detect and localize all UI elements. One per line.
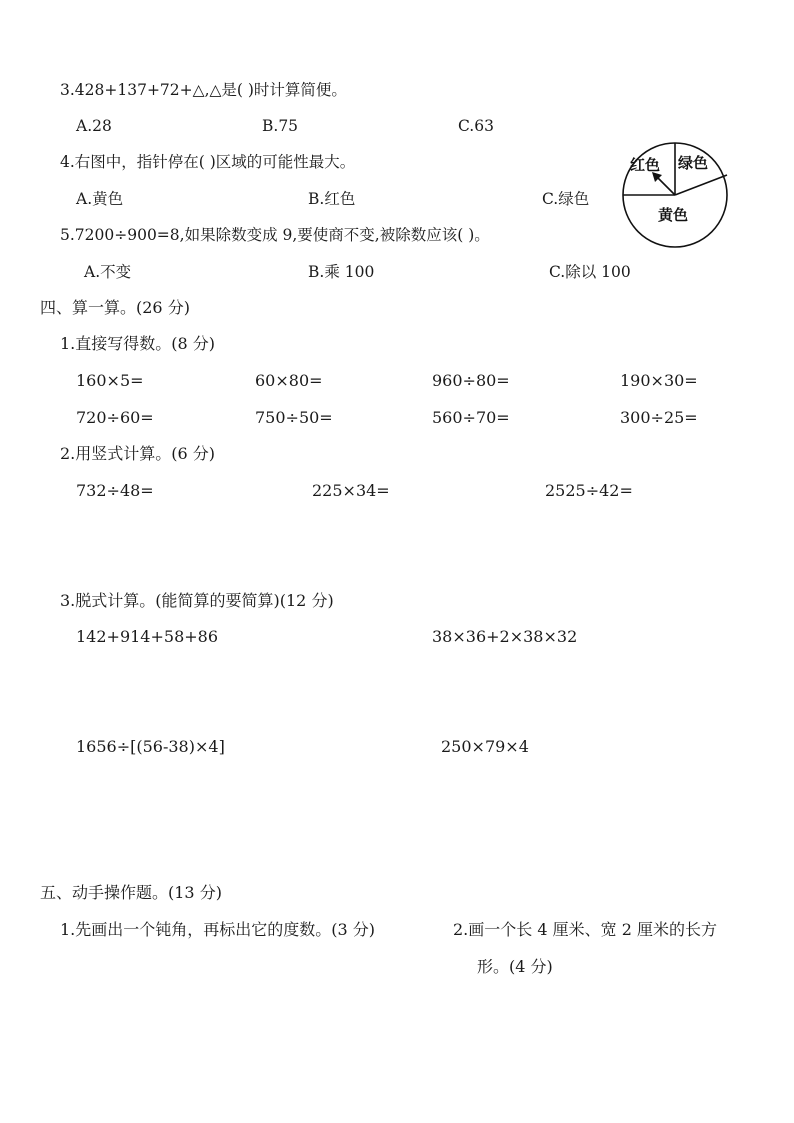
q4-stem: 4.右图中，指针停在( )区域的可能性最大。 — [60, 153, 356, 171]
spinner-diagram — [620, 140, 730, 250]
q3-option-a: A.28 — [76, 117, 112, 135]
spinner-region-yellow: 黄色 — [658, 206, 689, 224]
oral-item: 160×5= — [76, 371, 144, 390]
section5-q1: 1.先画出一个钝角，再标出它的度数。(3 分) — [60, 920, 376, 939]
oral-item: 190×30= — [620, 371, 698, 390]
q5-stem: 5.7200÷900=8,如果除数变成 9,要使商不变,被除数应该( )。 — [60, 226, 490, 244]
q5-option-c: C.除以 100 — [549, 263, 631, 281]
vertical-calc-item: 2525÷42= — [545, 481, 633, 500]
stepwise-calc-item: 250×79×4 — [441, 737, 529, 756]
oral-item: 300÷25= — [620, 408, 698, 427]
stepwise-calc-item: 142+914+58+86 — [76, 627, 219, 646]
q4-option-a: A.黄色 — [76, 190, 124, 208]
spinner-region-red: 红色 — [630, 156, 661, 174]
section4-sub1-title: 1.直接写得数。(8 分) — [60, 334, 216, 353]
q5-option-a: A.不变 — [84, 263, 132, 281]
vertical-calc-item: 732÷48= — [76, 481, 154, 500]
section5-q2-line2: 形。(4 分) — [477, 957, 553, 976]
q4-option-c: C.绿色 — [542, 190, 590, 208]
stepwise-calc-item: 1656÷[(56-38)×4] — [76, 737, 225, 756]
vertical-calc-item: 225×34= — [312, 481, 390, 500]
q3-option-c: C.63 — [458, 117, 494, 135]
stepwise-calc-item: 38×36+2×38×32 — [432, 627, 578, 646]
q3-option-b: B.75 — [262, 117, 299, 135]
q4-option-b: B.红色 — [308, 190, 356, 208]
spinner-region-green: 绿色 — [678, 154, 709, 172]
q3-stem: 3.428+137+72+△,△是( )时计算简便。 — [60, 81, 347, 99]
section5-q2-line1: 2.画一个长 4 厘米、宽 2 厘米的长方 — [453, 920, 717, 939]
oral-item: 960÷80= — [432, 371, 510, 390]
section4-sub2-title: 2.用竖式计算。(6 分) — [60, 444, 216, 463]
oral-item: 720÷60= — [76, 408, 154, 427]
section4-title: 四、算一算。(26 分) — [40, 298, 190, 317]
oral-item: 60×80= — [255, 371, 323, 390]
q5-option-b: B.乘 100 — [308, 263, 375, 281]
section4-sub3-title: 3.脱式计算。(能简算的要简算)(12 分) — [60, 591, 334, 610]
oral-item: 750÷50= — [255, 408, 333, 427]
oral-item: 560÷70= — [432, 408, 510, 427]
section5-title: 五、动手操作题。(13 分) — [40, 883, 222, 902]
